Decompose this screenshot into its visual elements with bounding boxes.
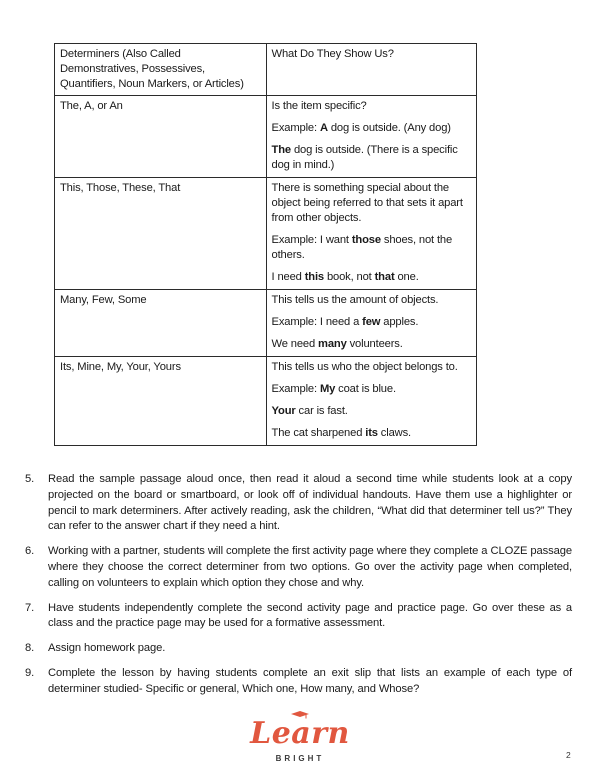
step-number: 6. — [25, 545, 35, 558]
table-header-row — [55, 44, 477, 96]
table-row — [55, 178, 477, 290]
meaning-paragraph — [272, 293, 472, 308]
determiner-cell: Its, Mine, My, Your, Yours — [55, 357, 267, 446]
determiner-example-word: The — [271, 144, 291, 156]
text-run: book, not — [324, 271, 375, 283]
meaning-paragraph — [272, 360, 472, 375]
text-run: coat is blue. — [335, 383, 396, 395]
determiner-example-word: many — [318, 338, 347, 350]
table-header-determiners: Determiners (Also Called Demonstratives, Possessives, Quantifiers, Noun Markers, or Articles) — [55, 44, 267, 96]
text-run: volunteers. — [346, 338, 403, 350]
list-item — [22, 544, 572, 591]
text-run: This tells us the amount of objects. — [271, 294, 439, 306]
determiner-example-word: its — [365, 427, 378, 439]
table-header-what-they-show: What Do They Show Us? — [266, 44, 476, 96]
step-text: Assign homework page. — [48, 642, 166, 655]
list-item — [22, 472, 572, 535]
text-run: dog is outside. (Any dog) — [327, 122, 451, 134]
meaning-paragraph — [272, 181, 472, 226]
learn-bright-logo — [248, 714, 352, 770]
page-number: 2 — [566, 750, 571, 760]
step-number: 5. — [25, 473, 35, 485]
text-run: The cat sharpened — [271, 427, 366, 439]
table-row — [55, 290, 477, 357]
meaning-cell — [266, 357, 476, 446]
determiner-example-word: those — [351, 234, 381, 246]
step-text: Read the sample passage aloud once, then read it aloud a second time while students look at a copy projected on the board or smartboard, or look off of individual handouts. Have them use a highlighter or pencil to mark determiners. After actively reading, ask the children, “What did that determiner tell us?” They can refer to the answer chart if they need a hint. — [48, 473, 572, 533]
determiner-example-word: My — [319, 383, 336, 395]
lesson-steps-list — [22, 472, 572, 707]
text-run: Example: — [271, 383, 320, 395]
text-run: There is something special about the object being referred to that sets it apart from other objects. — [271, 182, 463, 224]
logo-subtext: BRIGHT — [275, 754, 325, 763]
determiners-table — [54, 43, 477, 446]
meaning-paragraph — [272, 337, 472, 352]
text-run: claws. — [377, 427, 411, 439]
meaning-cell — [266, 178, 476, 290]
determiner-cell: The, A, or An — [55, 96, 267, 178]
determiner-example-word: few — [362, 316, 381, 328]
text-run: I need — [271, 271, 305, 283]
determiner-example-word: A — [319, 122, 328, 134]
text-run: Is the item specific? — [271, 100, 367, 112]
text-run: car is fast. — [295, 405, 348, 417]
text-run: one. — [394, 271, 419, 283]
meaning-paragraph — [272, 382, 472, 397]
meaning-paragraph — [272, 233, 472, 263]
table-row — [55, 96, 477, 178]
list-item — [22, 666, 572, 698]
text-run: This tells us who the object belongs to. — [271, 361, 458, 373]
step-number: 9. — [25, 666, 35, 679]
text-run: Example: I need a — [271, 316, 363, 328]
meaning-paragraph — [272, 121, 472, 136]
text-run: Example: — [271, 122, 320, 134]
table-row — [55, 357, 477, 446]
meaning-paragraph — [272, 404, 472, 419]
text-run: Example: I want — [271, 234, 352, 246]
determiner-cell: This, Those, These, That — [55, 178, 267, 290]
logo-word: Learn — [250, 716, 350, 751]
step-text: Working with a partner, students will complete the first activity page where they complete a CLOZE passage where they choose the correct determiner from two options. Go over the activity page when completed, calling on volunteers to explain which option they chose and why. — [48, 545, 572, 589]
text-run: dog is outside. (There is a specific dog in mind.) — [271, 144, 458, 171]
meaning-paragraph — [272, 143, 472, 173]
meaning-paragraph — [272, 426, 472, 441]
meaning-paragraph — [272, 270, 472, 285]
step-number: 8. — [25, 642, 35, 655]
meaning-paragraph — [272, 315, 472, 330]
determiner-example-word: Your — [271, 405, 296, 417]
determiner-cell: Many, Few, Some — [55, 290, 267, 357]
list-item — [22, 601, 572, 633]
meaning-cell — [266, 290, 476, 357]
determiner-example-word: that — [374, 271, 395, 283]
meaning-paragraph — [272, 99, 472, 114]
text-run: shoes, not the others. — [271, 234, 453, 261]
text-run: apples. — [380, 316, 419, 328]
text-run: We need — [271, 338, 319, 350]
step-text: Complete the lesson by having students complete an exit slip that lists an example of each type of determiner studied- Specific or general, Which one, How many, and Whose? — [48, 666, 572, 695]
determiner-example-word: this — [304, 271, 324, 283]
step-text: Have students independently complete the second activity page and practice page. Go over these as a class and the practice page may be used for a formative assessment. — [48, 601, 572, 630]
meaning-cell — [266, 96, 476, 178]
step-number: 7. — [25, 601, 35, 614]
list-item — [22, 641, 572, 657]
